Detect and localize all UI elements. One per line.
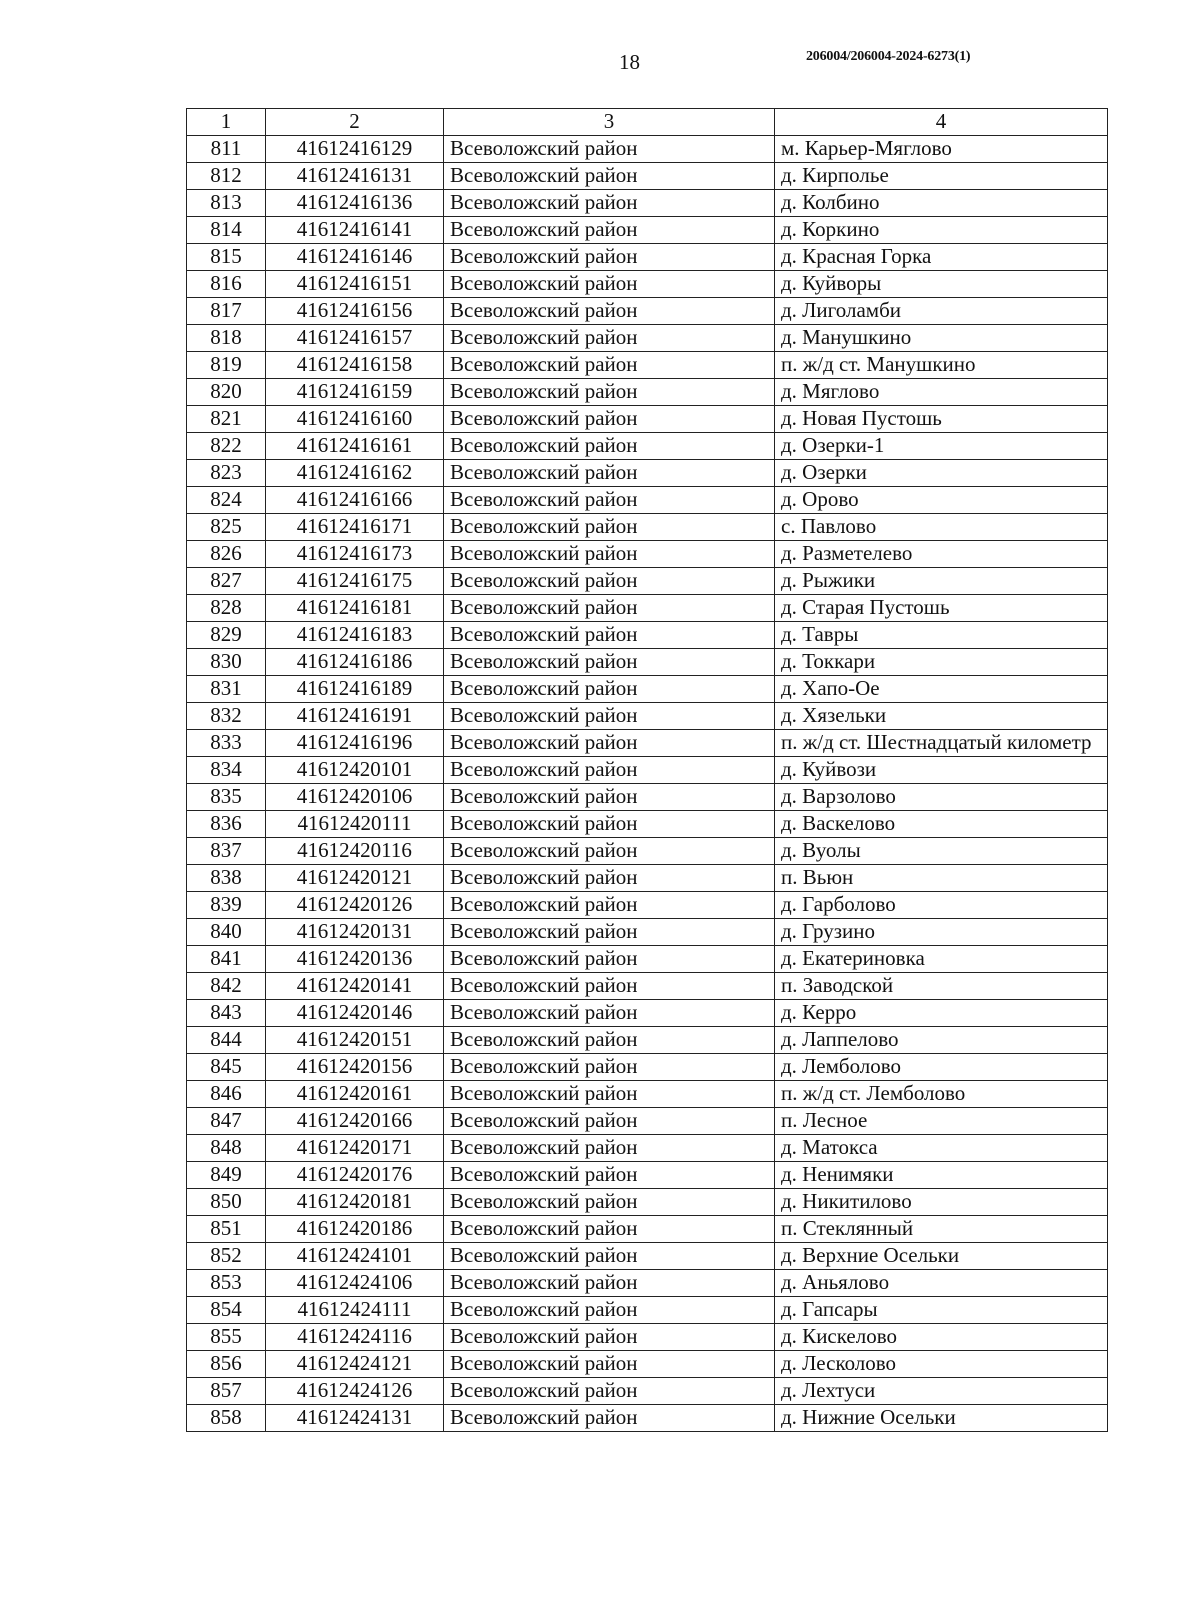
table-row <box>187 1270 1108 1297</box>
table-header-row <box>187 109 1108 136</box>
settlement-name: д. Разметелево <box>775 541 1108 568</box>
oktmo-code: 41612416146 <box>266 244 444 271</box>
row-number: 811 <box>187 136 266 163</box>
district-name: Всеволожский район <box>444 838 775 865</box>
settlement-name: п. Лесное <box>775 1108 1108 1135</box>
oktmo-code: 41612416151 <box>266 271 444 298</box>
district-name: Всеволожский район <box>444 784 775 811</box>
district-name: Всеволожский район <box>444 541 775 568</box>
table-body <box>187 136 1108 1432</box>
district-name: Всеволожский район <box>444 1135 775 1162</box>
oktmo-code: 41612416186 <box>266 649 444 676</box>
row-number: 849 <box>187 1162 266 1189</box>
table-row <box>187 1108 1108 1135</box>
oktmo-code: 41612416166 <box>266 487 444 514</box>
district-name: Всеволожский район <box>444 1243 775 1270</box>
table-row <box>187 946 1108 973</box>
oktmo-code: 41612416161 <box>266 433 444 460</box>
settlement-name: д. Озерки-1 <box>775 433 1108 460</box>
district-name: Всеволожский район <box>444 352 775 379</box>
district-name: Всеволожский район <box>444 136 775 163</box>
oktmo-code: 41612420136 <box>266 946 444 973</box>
district-name: Всеволожский район <box>444 433 775 460</box>
row-number: 831 <box>187 676 266 703</box>
district-name: Всеволожский район <box>444 217 775 244</box>
row-number: 819 <box>187 352 266 379</box>
table-row <box>187 487 1108 514</box>
table-row <box>187 1000 1108 1027</box>
oktmo-code: 41612420116 <box>266 838 444 865</box>
oktmo-code: 41612416159 <box>266 379 444 406</box>
oktmo-code: 41612420141 <box>266 973 444 1000</box>
table-row <box>187 190 1108 217</box>
oktmo-code: 41612416196 <box>266 730 444 757</box>
column-header-1: 1 <box>187 109 266 136</box>
table-row <box>187 1189 1108 1216</box>
document-id: 206004/206004-2024-6273(1) <box>806 49 971 64</box>
oktmo-code: 41612420131 <box>266 919 444 946</box>
settlement-name: д. Лаппелово <box>775 1027 1108 1054</box>
oktmo-code: 41612424126 <box>266 1378 444 1405</box>
oktmo-code: 41612416173 <box>266 541 444 568</box>
settlement-name: д. Никитилово <box>775 1189 1108 1216</box>
oktmo-code: 41612424106 <box>266 1270 444 1297</box>
table-row <box>187 271 1108 298</box>
row-number: 812 <box>187 163 266 190</box>
oktmo-code: 41612420156 <box>266 1054 444 1081</box>
row-number: 830 <box>187 649 266 676</box>
table-row <box>187 1378 1108 1405</box>
settlement-name: д. Варзолово <box>775 784 1108 811</box>
district-name: Всеволожский район <box>444 460 775 487</box>
oktmo-code: 41612424116 <box>266 1324 444 1351</box>
district-name: Всеволожский район <box>444 244 775 271</box>
oktmo-code: 41612420181 <box>266 1189 444 1216</box>
district-name: Всеволожский район <box>444 865 775 892</box>
page-number: 18 <box>619 50 640 74</box>
settlement-name: д. Вуолы <box>775 838 1108 865</box>
district-name: Всеволожский район <box>444 1081 775 1108</box>
settlement-name: д. Хапо-Ое <box>775 676 1108 703</box>
column-header-2: 2 <box>266 109 444 136</box>
settlement-name: д. Лемболово <box>775 1054 1108 1081</box>
oktmo-code: 41612416183 <box>266 622 444 649</box>
row-number: 826 <box>187 541 266 568</box>
oktmo-code: 41612420106 <box>266 784 444 811</box>
row-number: 852 <box>187 1243 266 1270</box>
table-row <box>187 1054 1108 1081</box>
district-name: Всеволожский район <box>444 811 775 838</box>
settlement-name: д. Колбино <box>775 190 1108 217</box>
oktmo-code: 41612416129 <box>266 136 444 163</box>
row-number: 839 <box>187 892 266 919</box>
row-number: 853 <box>187 1270 266 1297</box>
row-number: 847 <box>187 1108 266 1135</box>
row-number: 837 <box>187 838 266 865</box>
table-row <box>187 730 1108 757</box>
row-number: 828 <box>187 595 266 622</box>
oktmo-code: 41612416171 <box>266 514 444 541</box>
district-name: Всеволожский район <box>444 892 775 919</box>
table-row <box>187 892 1108 919</box>
table-row <box>187 541 1108 568</box>
district-name: Всеволожский район <box>444 568 775 595</box>
table-row <box>187 811 1108 838</box>
district-name: Всеволожский район <box>444 676 775 703</box>
settlement-name: д. Озерки <box>775 460 1108 487</box>
oktmo-code: 41612424131 <box>266 1405 444 1432</box>
settlement-name: с. Павлово <box>775 514 1108 541</box>
settlement-name: д. Верхние Осельки <box>775 1243 1108 1270</box>
row-number: 832 <box>187 703 266 730</box>
row-number: 835 <box>187 784 266 811</box>
row-number: 848 <box>187 1135 266 1162</box>
district-name: Всеволожский район <box>444 946 775 973</box>
row-number: 845 <box>187 1054 266 1081</box>
settlement-name: д. Лехтуси <box>775 1378 1108 1405</box>
district-name: Всеволожский район <box>444 595 775 622</box>
settlement-name: д. Коркино <box>775 217 1108 244</box>
table-row <box>187 460 1108 487</box>
settlement-name: д. Куйворы <box>775 271 1108 298</box>
district-name: Всеволожский район <box>444 1351 775 1378</box>
table-row <box>187 865 1108 892</box>
oktmo-code: 41612420146 <box>266 1000 444 1027</box>
table-row <box>187 217 1108 244</box>
oktmo-code: 41612416156 <box>266 298 444 325</box>
district-name: Всеволожский район <box>444 1027 775 1054</box>
table-row <box>187 1027 1108 1054</box>
oktmo-code: 41612420151 <box>266 1027 444 1054</box>
district-name: Всеволожский район <box>444 487 775 514</box>
row-number: 815 <box>187 244 266 271</box>
row-number: 816 <box>187 271 266 298</box>
row-number: 820 <box>187 379 266 406</box>
settlement-name: д. Красная Горка <box>775 244 1108 271</box>
table-row <box>187 1297 1108 1324</box>
settlements-table <box>186 108 1108 1432</box>
district-name: Всеволожский район <box>444 1000 775 1027</box>
settlement-name: д. Рыжики <box>775 568 1108 595</box>
oktmo-code: 41612416136 <box>266 190 444 217</box>
row-number: 818 <box>187 325 266 352</box>
district-name: Всеволожский район <box>444 379 775 406</box>
table-row <box>187 1405 1108 1432</box>
table-row <box>187 1162 1108 1189</box>
settlement-name: д. Кискелово <box>775 1324 1108 1351</box>
row-number: 840 <box>187 919 266 946</box>
row-number: 856 <box>187 1351 266 1378</box>
district-name: Всеволожский район <box>444 1216 775 1243</box>
oktmo-code: 41612420176 <box>266 1162 444 1189</box>
settlement-name: д. Манушкино <box>775 325 1108 352</box>
settlement-name: п. Вьюн <box>775 865 1108 892</box>
table-row <box>187 1351 1108 1378</box>
settlement-name: д. Куйвози <box>775 757 1108 784</box>
settlement-name: д. Токкари <box>775 649 1108 676</box>
settlement-name: д. Хязельки <box>775 703 1108 730</box>
row-number: 841 <box>187 946 266 973</box>
settlement-name: д. Мяглово <box>775 379 1108 406</box>
row-number: 857 <box>187 1378 266 1405</box>
table-row <box>187 1216 1108 1243</box>
oktmo-code: 41612416175 <box>266 568 444 595</box>
district-name: Всеволожский район <box>444 325 775 352</box>
settlement-name: м. Карьер-Мяглово <box>775 136 1108 163</box>
table-row <box>187 649 1108 676</box>
district-name: Всеволожский район <box>444 1189 775 1216</box>
district-name: Всеволожский район <box>444 1324 775 1351</box>
oktmo-code: 41612416141 <box>266 217 444 244</box>
table-row <box>187 568 1108 595</box>
table-row <box>187 514 1108 541</box>
row-number: 844 <box>187 1027 266 1054</box>
settlement-name: д. Нижние Осельки <box>775 1405 1108 1432</box>
table-row <box>187 1243 1108 1270</box>
district-name: Всеволожский район <box>444 190 775 217</box>
row-number: 823 <box>187 460 266 487</box>
district-name: Всеволожский район <box>444 919 775 946</box>
oktmo-code: 41612416160 <box>266 406 444 433</box>
oktmo-code: 41612420171 <box>266 1135 444 1162</box>
row-number: 851 <box>187 1216 266 1243</box>
row-number: 822 <box>187 433 266 460</box>
oktmo-code: 41612420101 <box>266 757 444 784</box>
table-row <box>187 622 1108 649</box>
table-row <box>187 325 1108 352</box>
oktmo-code: 41612420126 <box>266 892 444 919</box>
settlement-name: д. Кирполье <box>775 163 1108 190</box>
table-row <box>187 703 1108 730</box>
row-number: 827 <box>187 568 266 595</box>
settlement-name: д. Гапсары <box>775 1297 1108 1324</box>
table-row <box>187 1135 1108 1162</box>
row-number: 855 <box>187 1324 266 1351</box>
row-number: 836 <box>187 811 266 838</box>
district-name: Всеволожский район <box>444 703 775 730</box>
row-number: 842 <box>187 973 266 1000</box>
settlement-name: д. Тавры <box>775 622 1108 649</box>
settlement-name: п. ж/д ст. Шестнадцатый километр <box>775 730 1108 757</box>
table-row <box>187 379 1108 406</box>
row-number: 833 <box>187 730 266 757</box>
settlement-name: п. ж/д ст. Лемболово <box>775 1081 1108 1108</box>
table-row <box>187 136 1108 163</box>
table-row <box>187 1324 1108 1351</box>
oktmo-code: 41612420111 <box>266 811 444 838</box>
row-number: 824 <box>187 487 266 514</box>
table-row <box>187 406 1108 433</box>
table-row <box>187 919 1108 946</box>
row-number: 825 <box>187 514 266 541</box>
settlement-name: д. Васкелово <box>775 811 1108 838</box>
settlement-name: д. Лесколово <box>775 1351 1108 1378</box>
table-row <box>187 163 1108 190</box>
column-header-3: 3 <box>444 109 775 136</box>
table-row <box>187 973 1108 1000</box>
column-header-4: 4 <box>775 109 1108 136</box>
settlement-name: д. Грузино <box>775 919 1108 946</box>
district-name: Всеволожский район <box>444 1378 775 1405</box>
oktmo-code: 41612416162 <box>266 460 444 487</box>
settlement-name: д. Ненимяки <box>775 1162 1108 1189</box>
district-name: Всеволожский район <box>444 1108 775 1135</box>
oktmo-code: 41612420186 <box>266 1216 444 1243</box>
settlement-name: п. Заводской <box>775 973 1108 1000</box>
district-name: Всеволожский район <box>444 1405 775 1432</box>
oktmo-code: 41612416191 <box>266 703 444 730</box>
settlement-name: д. Гарболово <box>775 892 1108 919</box>
oktmo-code: 41612416131 <box>266 163 444 190</box>
settlement-name: д. Екатериновка <box>775 946 1108 973</box>
oktmo-code: 41612416181 <box>266 595 444 622</box>
oktmo-code: 41612424111 <box>266 1297 444 1324</box>
district-name: Всеволожский район <box>444 1054 775 1081</box>
row-number: 821 <box>187 406 266 433</box>
settlement-name: д. Керро <box>775 1000 1108 1027</box>
settlement-name: д. Орово <box>775 487 1108 514</box>
row-number: 854 <box>187 1297 266 1324</box>
district-name: Всеволожский район <box>444 730 775 757</box>
district-name: Всеволожский район <box>444 271 775 298</box>
table-row <box>187 352 1108 379</box>
table-row <box>187 433 1108 460</box>
oktmo-code: 41612416189 <box>266 676 444 703</box>
settlement-name: п. ж/д ст. Манушкино <box>775 352 1108 379</box>
table-row <box>187 1081 1108 1108</box>
district-name: Всеволожский район <box>444 757 775 784</box>
settlement-name: д. Аньялово <box>775 1270 1108 1297</box>
row-number: 813 <box>187 190 266 217</box>
district-name: Всеволожский район <box>444 406 775 433</box>
district-name: Всеволожский район <box>444 298 775 325</box>
oktmo-code: 41612420166 <box>266 1108 444 1135</box>
row-number: 829 <box>187 622 266 649</box>
district-name: Всеволожский район <box>444 1297 775 1324</box>
district-name: Всеволожский район <box>444 649 775 676</box>
table-row <box>187 595 1108 622</box>
district-name: Всеволожский район <box>444 973 775 1000</box>
settlement-name: д. Новая Пустошь <box>775 406 1108 433</box>
district-name: Всеволожский район <box>444 163 775 190</box>
district-name: Всеволожский район <box>444 622 775 649</box>
row-number: 814 <box>187 217 266 244</box>
table-row <box>187 244 1108 271</box>
district-name: Всеволожский район <box>444 1162 775 1189</box>
settlement-name: д. Матокса <box>775 1135 1108 1162</box>
oktmo-code: 41612416158 <box>266 352 444 379</box>
table-row <box>187 676 1108 703</box>
row-number: 834 <box>187 757 266 784</box>
row-number: 858 <box>187 1405 266 1432</box>
district-name: Всеволожский район <box>444 514 775 541</box>
table-row <box>187 757 1108 784</box>
row-number: 838 <box>187 865 266 892</box>
settlement-name: п. Стеклянный <box>775 1216 1108 1243</box>
oktmo-code: 41612424101 <box>266 1243 444 1270</box>
table-row <box>187 838 1108 865</box>
table-row <box>187 298 1108 325</box>
oktmo-code: 41612420161 <box>266 1081 444 1108</box>
oktmo-code: 41612416157 <box>266 325 444 352</box>
row-number: 843 <box>187 1000 266 1027</box>
district-name: Всеволожский район <box>444 1270 775 1297</box>
settlement-name: д. Старая Пустошь <box>775 595 1108 622</box>
row-number: 846 <box>187 1081 266 1108</box>
oktmo-code: 41612420121 <box>266 865 444 892</box>
row-number: 817 <box>187 298 266 325</box>
oktmo-code: 41612424121 <box>266 1351 444 1378</box>
row-number: 850 <box>187 1189 266 1216</box>
settlement-name: д. Лиголамби <box>775 298 1108 325</box>
table-row <box>187 784 1108 811</box>
